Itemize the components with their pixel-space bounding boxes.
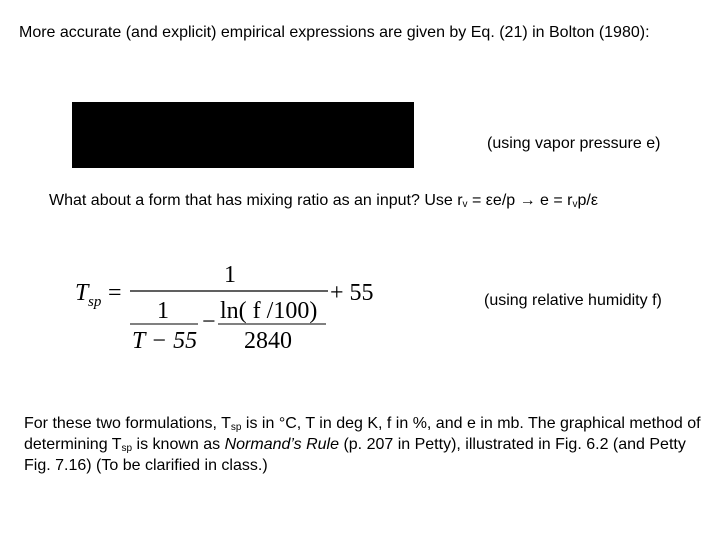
question-mid: = εe/p → e = r	[467, 192, 573, 209]
dewpoint-equation	[72, 255, 382, 355]
eq-minus: −	[202, 309, 216, 335]
bottom-text-4: (p. 207 in Petty), illustrated in Fig. 6.2 (and Petty Fig. 7.16) (To be clarified in class.)	[24, 436, 686, 474]
eq-outer-numerator: 1	[224, 262, 236, 288]
bottom-text-3: is known as	[132, 436, 225, 453]
intro-paragraph: More accurate (and explicit) empirical expressions are given by Eq. (21) in Bolton (1980):	[19, 24, 650, 41]
question-sub-v: v	[462, 199, 468, 210]
question-lead: What about a form that has mixing ratio as an input? Use r	[49, 192, 463, 209]
eq-lhs: T	[75, 280, 89, 306]
mixing-ratio-question	[49, 190, 598, 211]
eq-inner-num2: ln( f /100)	[220, 298, 318, 324]
redacted-equation-image	[72, 102, 414, 168]
bottom-text-1: For these two formulations, T	[24, 415, 231, 432]
equation1-note: (using vapor pressure e)	[487, 135, 661, 152]
eq-lhs-sub: sp	[88, 294, 102, 310]
question-sub-v-2: v	[572, 199, 578, 210]
bottom-text-2: is in °C, T in deg K, f in %, and e in mb. The graphical method of determining T	[24, 415, 701, 453]
bottom-sub-sp-2: sp	[121, 443, 133, 454]
eq-inner-den2: 2840	[244, 328, 292, 354]
normands-rule: Normand’s Rule	[224, 436, 339, 453]
bottom-sub-sp: sp	[230, 422, 242, 433]
equation2-note: (using relative humidity f)	[484, 292, 662, 309]
bottom-paragraph	[24, 413, 704, 476]
eq-inner-num1: 1	[157, 298, 169, 324]
eq-plus-55: + 55	[330, 280, 374, 306]
eq-equals: =	[108, 280, 122, 306]
eq-inner-den1: T − 55	[132, 328, 198, 354]
question-tail: p/ε	[577, 192, 598, 209]
